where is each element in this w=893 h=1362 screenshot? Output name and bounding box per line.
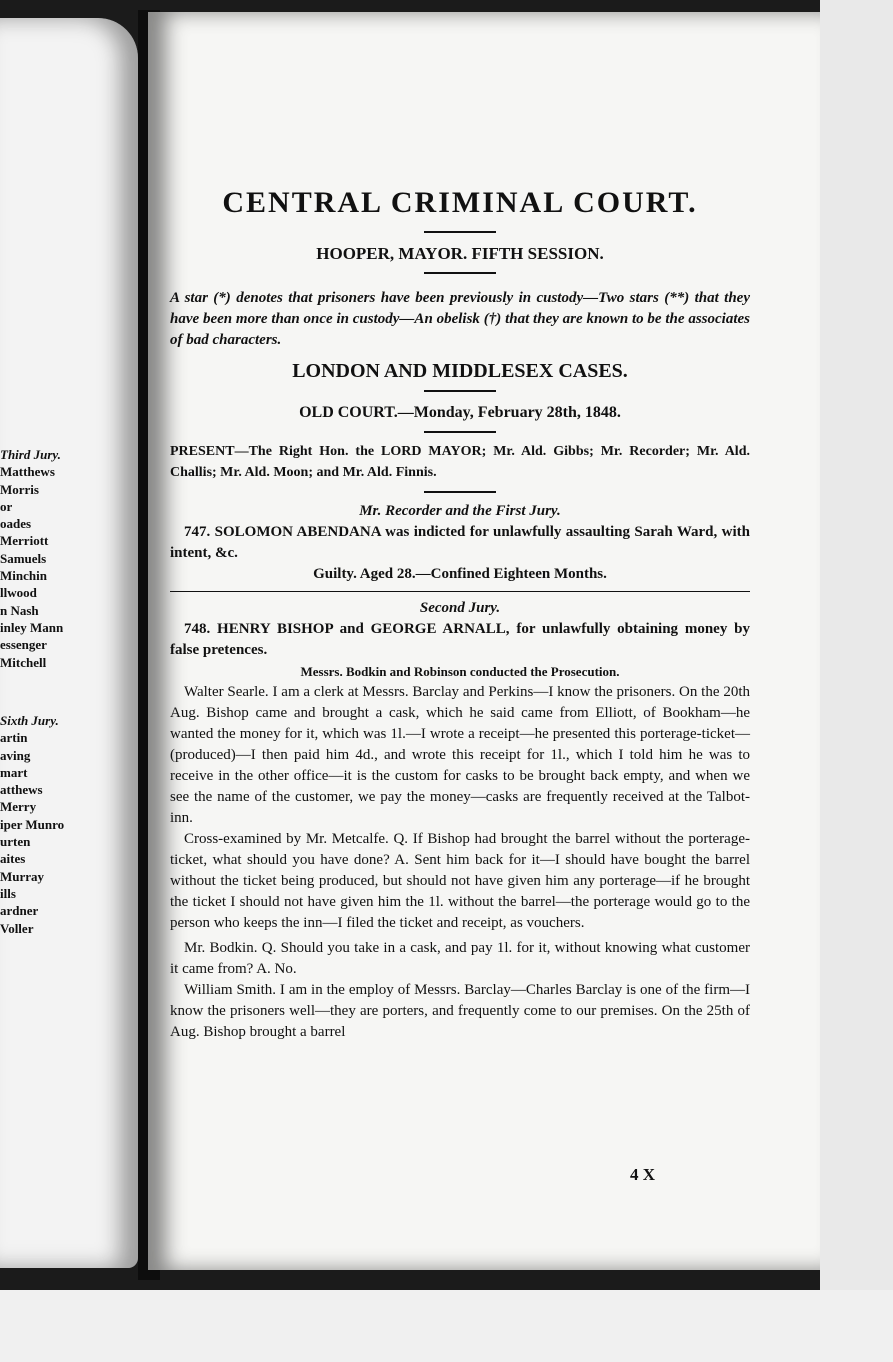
juror-name: ills (0, 885, 16, 901)
juror-name: mart (0, 764, 28, 780)
third-jury-heading: Third Jury. (0, 447, 61, 462)
prosecution-counsel: Messrs. Bodkin and Robinson conducted the Prosecution. (300, 664, 620, 679)
divider (424, 431, 496, 433)
background-right (820, 0, 893, 1362)
juror-name: Merriott (0, 533, 49, 549)
juror-name: atthews (0, 782, 43, 798)
background-bottom (0, 1290, 893, 1362)
custody-note: A star (*) denotes that prisoners have been previously in custody—Two stars (**) that they have been more than once in custody—An obelisk (†) that they are known to be the associates of bad characters. (170, 290, 750, 348)
juror-name: Murray (0, 868, 45, 884)
verdict-747: Guilty. Aged 28.—Confined Eighteen Months. (313, 566, 607, 582)
divider (424, 491, 496, 493)
juror-name: aving (0, 747, 31, 763)
present-list: PRESENT—The Right Hon. the LORD MAYOR; Mr. Ald. Gibbs; Mr. Recorder; Mr. Ald. Challis; Mr. Ald. Moon; and Mr. Ald. Finnis. (170, 444, 750, 480)
sixth-jury-heading: Sixth Jury. (0, 713, 59, 728)
cross-examination: Cross-examined by Mr. Metcalfe. Q. If Bishop had brought the barrel without the porterage-ticket, what should you have done? A. Sent him back for it—I should have bought the barrel without the ticket being produced, but should not have given him any porterage—if he brought the ticket I should not have given him the 1l. without the barrel—the porterage would go to the person who keeps the inn—I filed the ticket and receipt, as vouchers. (170, 831, 750, 931)
juror-name: artin (0, 730, 28, 746)
juror-name: llwood (0, 585, 37, 601)
page-content (170, 170, 750, 1043)
third-jury-list (0, 446, 134, 671)
juror-name: ardner (0, 903, 39, 919)
bodkin-question: Mr. Bodkin. Q. Should you take in a cask, and pay 1l. for it, without knowing what customer it came from? A. No. (170, 940, 750, 977)
juror-name: aites (0, 851, 26, 867)
juror-name: essenger (0, 637, 47, 653)
juror-name: n Nash (0, 602, 39, 618)
juror-name: Merry (0, 799, 37, 815)
section-rule (170, 591, 750, 592)
juror-name: Mitchell (0, 654, 47, 670)
juror-name: Minchin (0, 568, 47, 584)
divider (424, 231, 496, 233)
juror-name: oades (0, 516, 32, 532)
juror-name: Voller (0, 920, 34, 936)
juror-name: Matthews (0, 464, 55, 480)
juror-name: Samuels (0, 550, 47, 566)
case-748: 748. HENRY BISHOP and GEORGE ARNALL, for unlawfully obtaining money by false pretences. (170, 621, 750, 658)
juror-name: Morris (0, 481, 39, 497)
juror-name: or (0, 498, 13, 514)
second-jury-heading: Second Jury. (419, 600, 501, 616)
divider (424, 390, 496, 392)
divider (424, 272, 496, 274)
testimony-searle: Walter Searle. I am a clerk at Messrs. Barclay and Perkins—I know the prisoners. On the 20th Aug. Bishop came and brought a cask, which he said came from Elliott, of Bookham—he wanted the money for it, which was 1l.—I wrote a receipt—he presented this porterage-ticket—(produced)—I then paid him 4d., and wrote this receipt for 1l., which I told him he was to receive in the other office—it is the custom for casks to be brought back empty, and when we see the name of the customer, we pay the money—casks are frequently received at the Talbot-inn. (170, 684, 750, 826)
session-heading: HOOPER, MAYOR. FIFTH SESSION. (316, 244, 604, 263)
case-747: 747. SOLOMON ABENDANA was indicted for unlawfully assaulting Sarah Ward, with intent, &c. (170, 524, 750, 561)
juror-name: urten (0, 834, 31, 850)
juror-name: inley Mann (0, 619, 64, 635)
cases-heading: LONDON AND MIDDLESEX CASES. (292, 360, 628, 382)
first-jury-heading: Mr. Recorder and the First Jury. (359, 503, 561, 519)
sixth-jury-list (0, 712, 134, 937)
page-signature: 4 X (630, 1165, 656, 1184)
juror-name: iper Munro (0, 816, 65, 832)
testimony-smith: William Smith. I am in the employ of Messrs. Barclay—Charles Barclay is one of the firm—I know the prisoners well—they are porters, and frequently come to our premises. On the 25th of Aug. Bishop brought a barrel (170, 982, 750, 1040)
court-date: OLD COURT.—Monday, February 28th, 1848. (299, 404, 621, 421)
page-title: CENTRAL CRIMINAL COURT. (222, 186, 698, 219)
